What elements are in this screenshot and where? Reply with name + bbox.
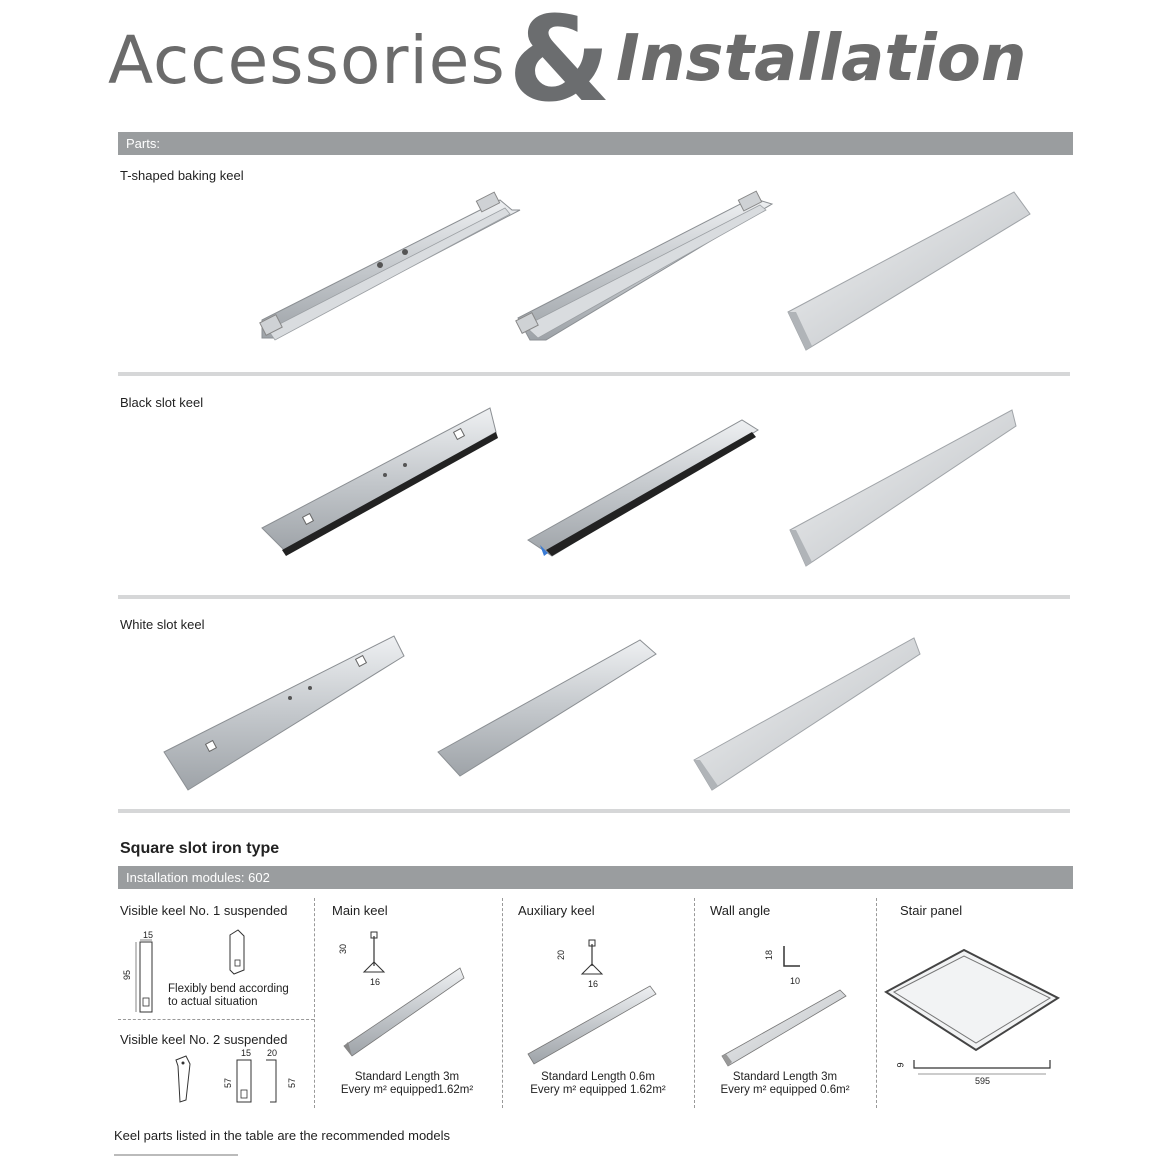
visible-keel-2-dim-h2: 57 — [287, 1077, 298, 1089]
visible-keel-2-title: Visible keel No. 2 suspended — [120, 1032, 288, 1047]
section-label-t-shaped: T-shaped baking keel — [120, 168, 244, 183]
square-slot-heading: Square slot iron type — [120, 840, 280, 857]
footer-note: Keel parts listed in the table are the recommended models — [114, 1128, 451, 1143]
wall-angle-title: Wall angle — [710, 903, 771, 918]
title-accessories: Accessories — [108, 22, 506, 99]
footer-line — [114, 1154, 238, 1156]
title-installation: Installation — [616, 22, 1027, 96]
visible-keel-1-note-line1: Flexibly bend according — [168, 983, 289, 995]
stair-panel-title: Stair panel — [900, 903, 963, 918]
visible-keel-1-note-line2: to actual situation — [168, 996, 258, 1008]
main-keel-dim-w: 16 — [370, 977, 381, 987]
visible-keel-1-title: Visible keel No. 1 suspended — [120, 903, 288, 918]
auxiliary-keel-spec-line2: Every m² equipped 1.62m² — [530, 1084, 666, 1096]
auxiliary-keel-dim-w: 16 — [588, 979, 599, 989]
main-keel-title: Main keel — [332, 903, 388, 918]
section-label-white-slot: White slot keel — [120, 617, 205, 632]
section-label-black-slot: Black slot keel — [120, 395, 204, 410]
visible-keel-1-dim-height: 95 — [122, 969, 133, 981]
parts-bar: Parts: — [118, 132, 1073, 155]
stair-panel-dim-w: 595 — [975, 1076, 991, 1086]
stair-panel-dim-h: 9 — [895, 1062, 906, 1068]
wall-angle-spec-line1: Standard Length 3m — [732, 1071, 838, 1083]
visible-keel-2-dim-a: 15 — [241, 1048, 252, 1058]
title-ampersand: & — [508, 0, 611, 128]
visible-keel-1-dim-width: 15 — [143, 930, 154, 940]
auxiliary-keel-dim-h: 20 — [556, 949, 567, 961]
main-keel-dim-h: 30 — [338, 943, 349, 955]
auxiliary-keel-spec-line1: Standard Length 0.6m — [541, 1071, 655, 1083]
wall-angle-spec-line2: Every m² equipped 0.6m² — [720, 1084, 850, 1096]
wall-angle-dim-w: 10 — [790, 976, 801, 986]
visible-keel-2-dim-h1: 57 — [223, 1077, 234, 1089]
visible-keel-2-dim-b: 20 — [267, 1048, 278, 1058]
main-keel-spec-line1: Standard Length 3m — [354, 1071, 460, 1083]
wall-angle-dim-h: 18 — [764, 949, 775, 961]
main-keel-spec-line2: Every m² equipped1.62m² — [340, 1084, 474, 1096]
auxiliary-keel-title: Auxiliary keel — [518, 903, 595, 918]
installation-modules-bar: Installation modules: 602 — [118, 866, 1073, 889]
